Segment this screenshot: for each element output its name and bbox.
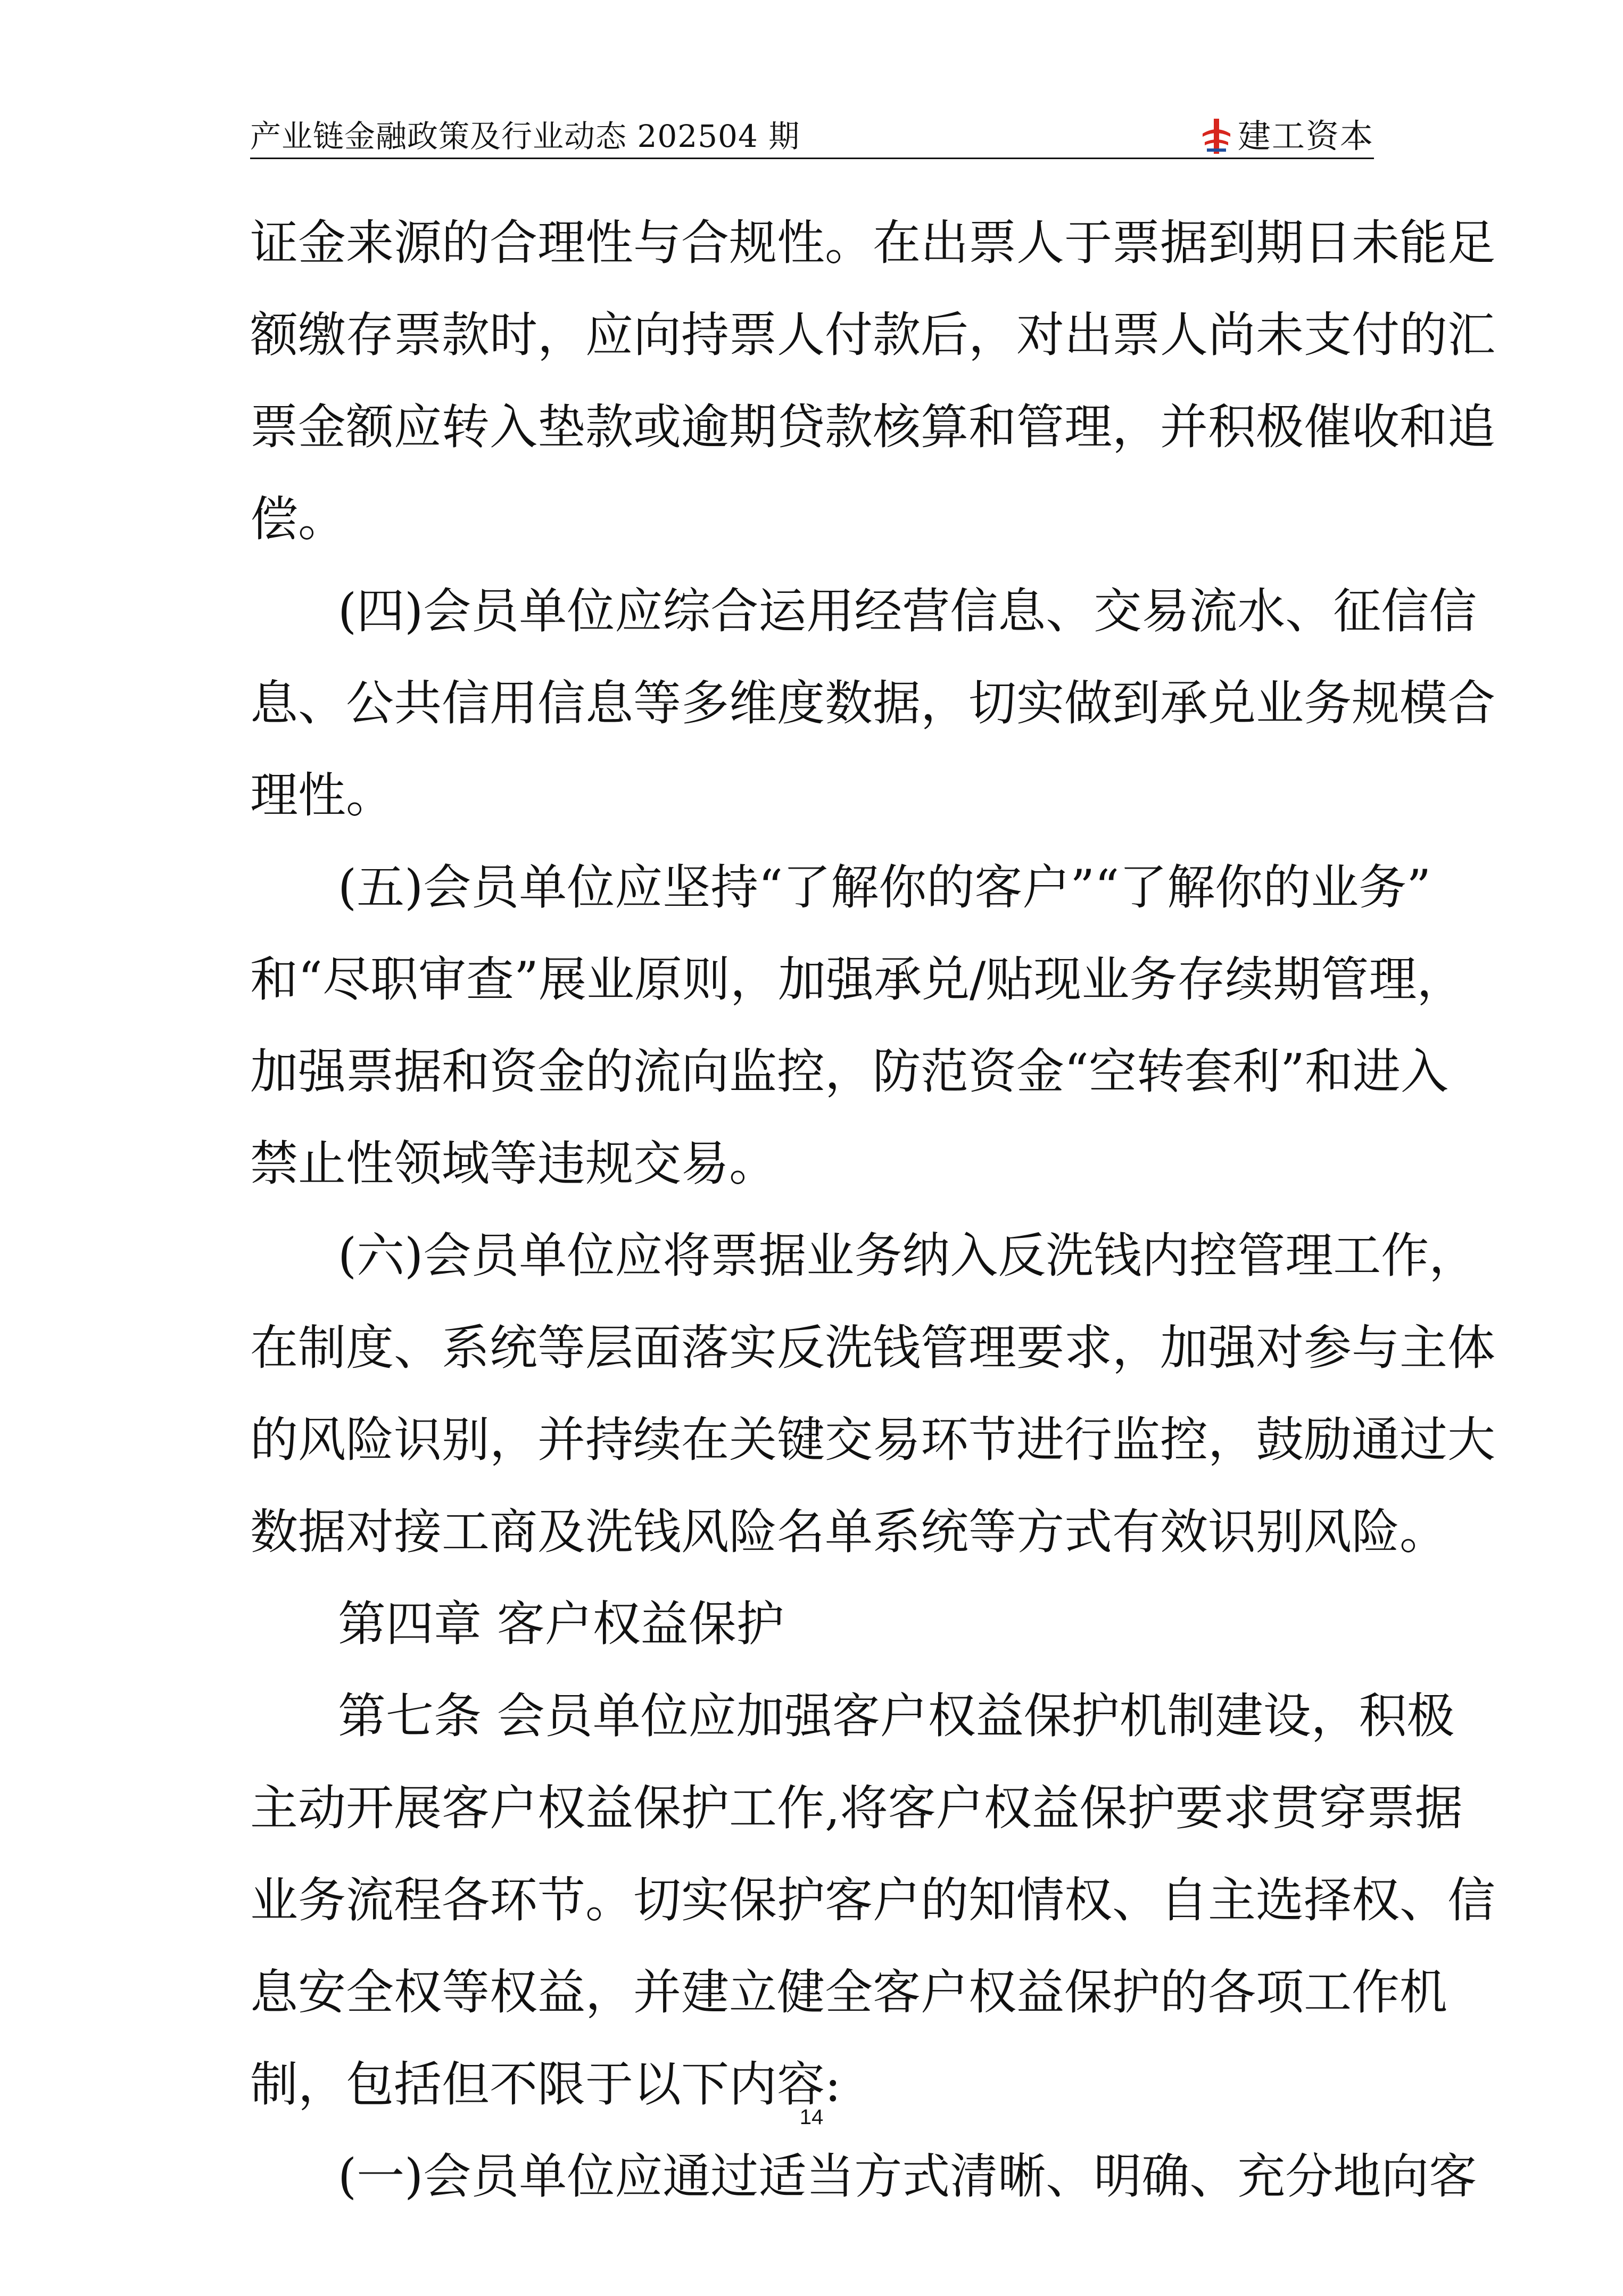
jiangong-logo-icon: [1200, 118, 1232, 155]
header-divider: [250, 158, 1374, 159]
text-line: 数据对接工商及洗钱风险名单系统等方式有效识别风险。: [250, 1504, 1447, 1560]
text-line: (五)会员单位应坚持“了解你的客户”“了解你的业务”: [338, 860, 1431, 915]
text-line: 制，包括但不限于以下内容:: [250, 2057, 841, 2112]
header-title: 产业链金融政策及行业动态 202504 期: [250, 118, 800, 154]
brand-name: 建工资本: [1237, 117, 1374, 155]
text-line: 和“尽职审查”展业原则，加强承兑/贴现业务存续期管理，: [250, 952, 1465, 1007]
chapter-heading: 第四章 客户权益保护: [338, 1596, 784, 1652]
text-line: 偿。: [250, 491, 346, 547]
text-line: 在制度、系统等层面落实反洗钱管理要求，加强对参与主体: [250, 1320, 1495, 1376]
page-number: 14: [799, 2105, 824, 2129]
text-line: (六)会员单位应将票据业务纳入反洗钱内控管理工作，: [338, 1228, 1477, 1284]
text-line: 业务流程各环节。切实保护客户的知情权、自主选择权、信: [250, 1872, 1495, 1928]
brand: [1200, 115, 1374, 158]
text-line: 主动开展客户权益保护工作,将客户权益保护要求贯穿票据: [250, 1780, 1463, 1836]
text-line: 票金额应转入垫款或逾期贷款核算和管理，并积极催收和追: [250, 399, 1495, 455]
text-line: 的风险识别，并持续在关键交易环节进行监控，鼓励通过大: [250, 1412, 1495, 1468]
text-line: 额缴存票款时，应向持票人付款后，对出票人尚未支付的汇: [250, 307, 1495, 363]
text-line: 禁止性领域等违规交易。: [250, 1136, 777, 1192]
text-line: 加强票据和资金的流向监控，防范资金“空转套利”和进入: [250, 1044, 1449, 1100]
text-line: 证金来源的合理性与合规性。在出票人于票据到期日未能足: [250, 215, 1495, 271]
page-header: [250, 113, 1374, 164]
text-line: 息安全权等权益，并建立健全客户权益保护的各项工作机: [250, 1964, 1447, 2020]
text-line: 第七条 会员单位应加强客户权益保护机制建设，积极: [338, 1688, 1455, 1744]
body-text: [250, 197, 1495, 2223]
text-line: 息、公共信用信息等多维度数据，切实做到承兑业务规模合: [250, 675, 1495, 731]
text-line: (一)会员单位应通过适当方式清晰、明确、充分地向客: [338, 2149, 1477, 2204]
text-line: 理性。: [250, 767, 394, 823]
text-line: (四)会员单位应综合运用经营信息、交易流水、征信信: [338, 583, 1477, 639]
